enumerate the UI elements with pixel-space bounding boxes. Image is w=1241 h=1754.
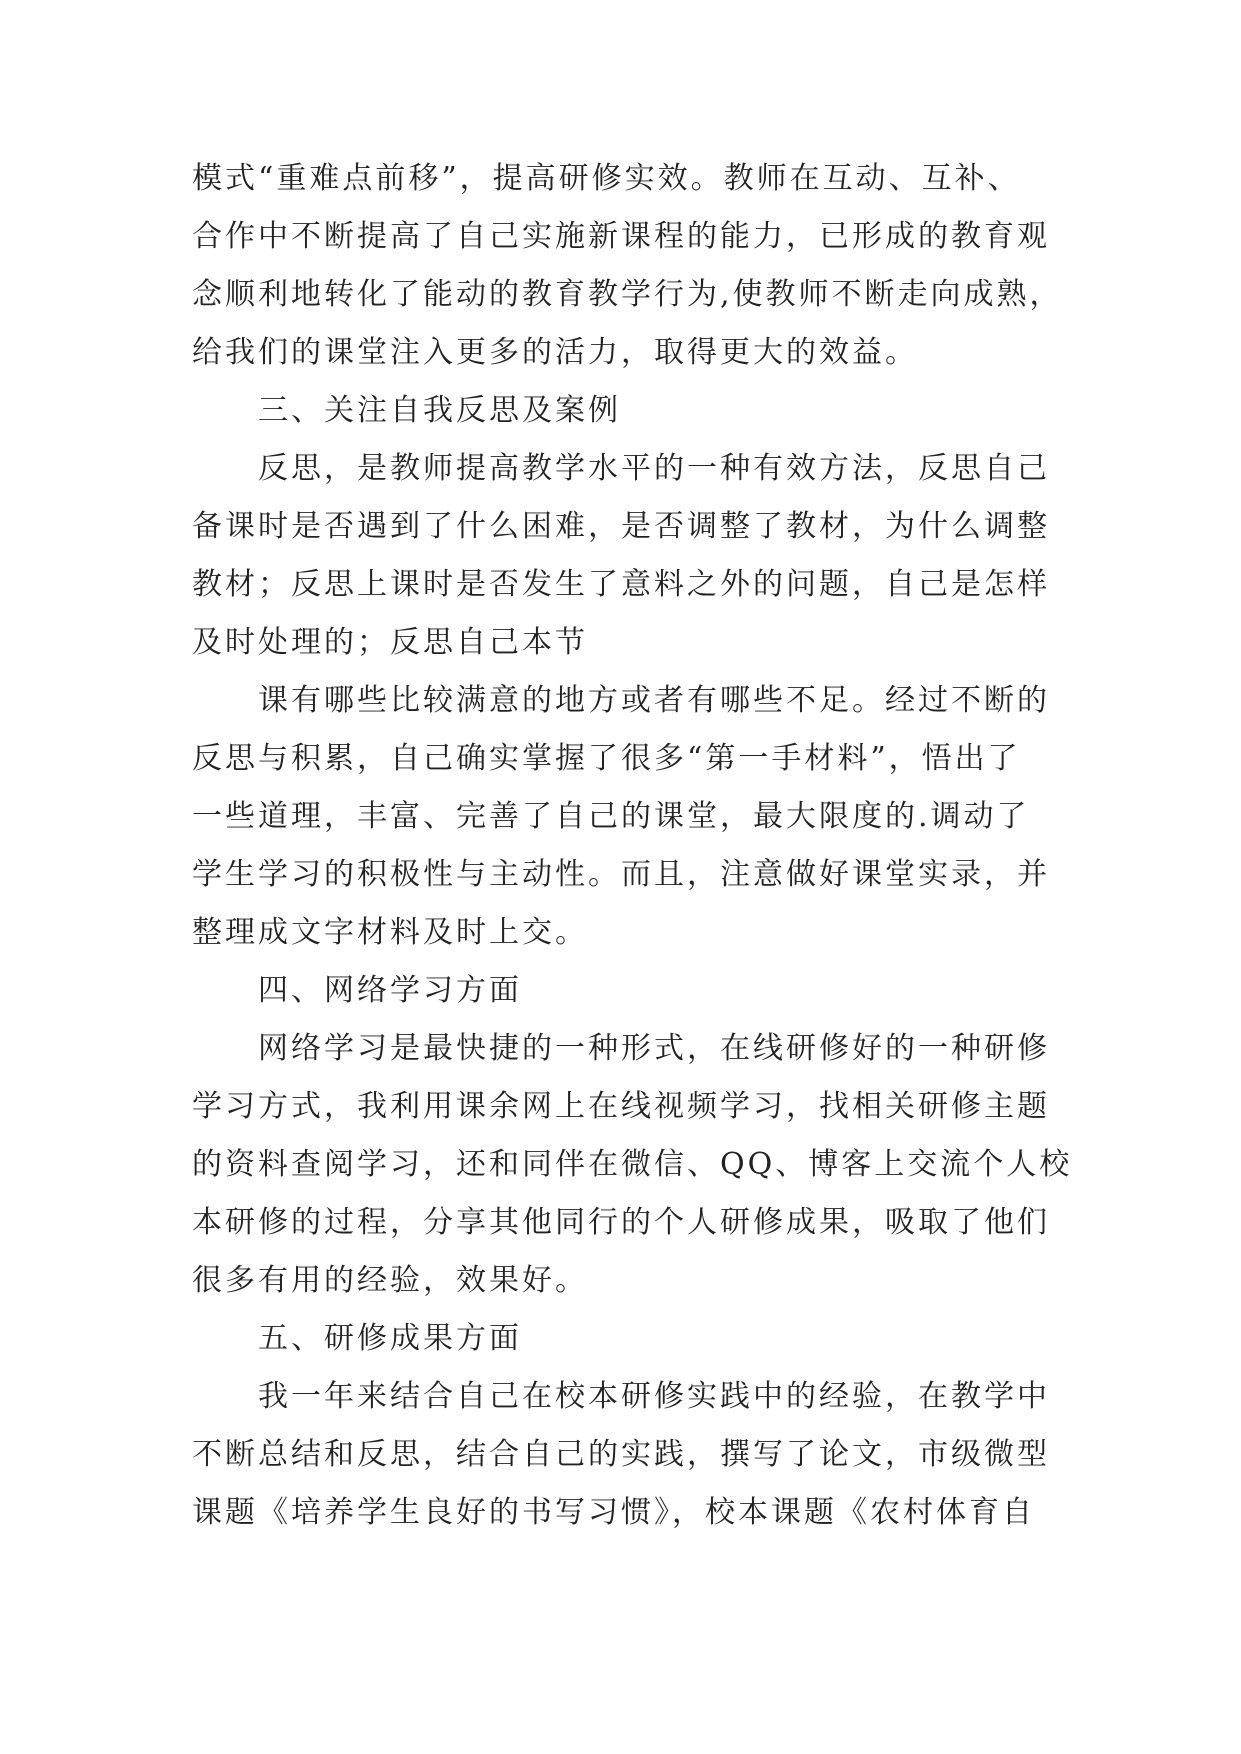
text-line: 不断总结和反思，结合自己的实践，撰写了论文，市级微型 [192, 1437, 1050, 1472]
section-heading: 五、研修成果方面 [258, 1321, 522, 1356]
text-line: 一些道理，丰富、完善了自己的课堂，最大限度的.调动了 [192, 799, 1030, 834]
text-line: 念顺利地转化了能动的教育教学行为,使教师不断走向成熟， [192, 277, 1063, 312]
text-line: 网络学习是最快捷的一种形式，在线研修好的一种研修 [258, 1031, 1050, 1066]
text-line: 整理成文字材料及时上交。 [192, 915, 588, 950]
text-line: 我一年来结合自己在校本研修实践中的经验，在教学中 [258, 1379, 1050, 1414]
section-heading: 三、关注自我反思及案例 [258, 393, 621, 428]
text-line: 本研修的过程，分享其他同行的个人研修成果，吸取了他们 [192, 1205, 1050, 1240]
text-line: 很多有用的经验，效果好。 [192, 1263, 588, 1298]
text-line: 给我们的课堂注入更多的活力，取得更大的效益。 [192, 335, 918, 370]
text-line: 课题《培养学生良好的书写习惯》，校本课题《农村体育自 [192, 1495, 1035, 1530]
text-line: 备课时是否遇到了什么困难，是否调整了教材，为什么调整 [192, 509, 1050, 544]
text-line: 反思与积累，自己确实掌握了很多“第一手材料”，悟出了 [192, 741, 1021, 776]
text-line: 的资料查阅学习，还和同伴在微信、QQ、博客上交流个人校 [192, 1147, 1073, 1182]
text-line: 及时处理的；反思自己本节 [192, 625, 588, 660]
text-line: 学生学习的积极性与主动性。而且，注意做好课堂实录，并 [192, 857, 1050, 892]
body-text [192, 150, 1082, 1542]
text-line: 反思，是教师提高教学水平的一种有效方法，反思自己 [258, 451, 1050, 486]
text-line: 模式“重难点前移”，提高研修实效。教师在互动、互补、 [192, 161, 1021, 196]
section-heading: 四、网络学习方面 [258, 973, 522, 1008]
text-line: 学习方式，我利用课余网上在线视频学习，找相关研修主题 [192, 1089, 1050, 1124]
text-line: 课有哪些比较满意的地方或者有哪些不足。经过不断的 [258, 683, 1050, 718]
text-line: 合作中不断提高了自己实施新课程的能力，已形成的教育观 [192, 219, 1050, 254]
text-line: 教材；反思上课时是否发生了意料之外的问题，自己是怎样 [192, 567, 1050, 602]
